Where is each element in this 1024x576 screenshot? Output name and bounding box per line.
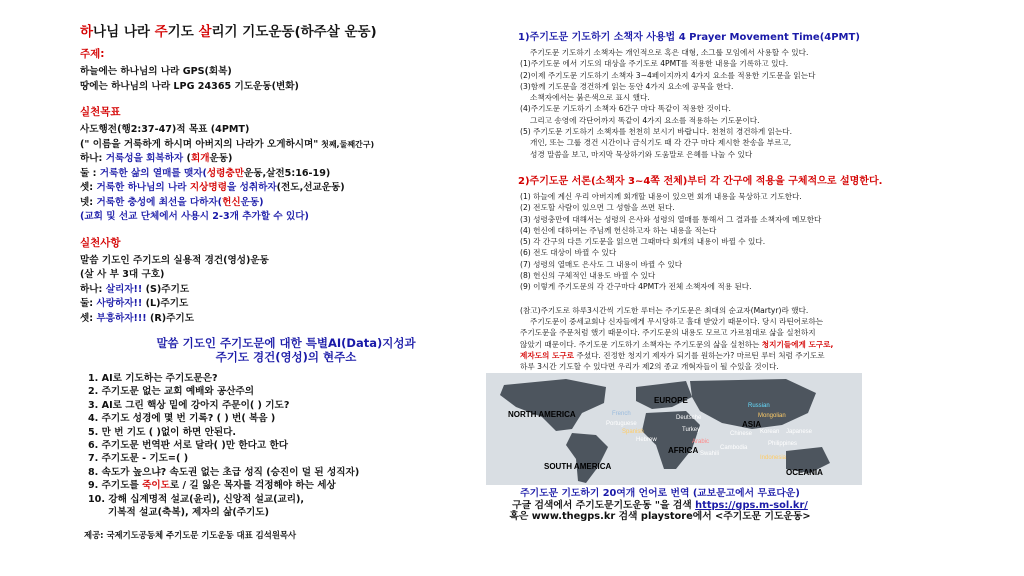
question-text: 죽이도 (142, 480, 170, 492)
usage-item: (4)주기도문 기도하기 소책자 6간구 마다 똑같이 적용한 것이다. (520, 104, 731, 114)
language-label: Chinese (730, 431, 753, 437)
question-item: 8. 속도가 높으냐? 속도권 없는 초급 성직 (승진이 덜 된 성직자) (88, 466, 360, 478)
language-label: Korean (760, 429, 780, 435)
goal-text: 운동) (209, 153, 233, 164)
goal-text: 성령충만 (206, 167, 244, 179)
practice-line (80, 283, 498, 298)
question-text: 로 / 길 잃은 목자를 걱정해야 하는 세상 (169, 480, 336, 492)
title-part: 기도 (167, 24, 199, 40)
bottom-info (440, 488, 880, 523)
note-line: 주기도문을 주문처럼 했기 때문이다. 주기도문의 내용도 모르고 가르침대로 삶을 실천하지 (520, 328, 816, 338)
language-label: Indonesia (760, 455, 787, 461)
goal-text: 거룩성을 회복하자 (105, 153, 184, 164)
practice-line (80, 297, 498, 312)
language-label: Russian (748, 403, 770, 409)
goal-line (80, 152, 498, 167)
usage-heading: 1)주기도문 기도하기 소책자 사용법 4 Prayer Movement Time(4PMT) (518, 32, 860, 43)
question-item: 10. 강해 십계명적 설교(윤리), 신앙적 설교(교리), (88, 493, 305, 505)
practice-text: 둘: (80, 298, 97, 309)
goal-line: (교회 및 선교 단체에서 사용시 2-3개 추가할 수 있다) (80, 211, 309, 222)
question-item: 2. 주기도문 없는 교회 예배와 공산주의 (88, 386, 255, 398)
question-text: 9. 주기도를 (88, 480, 143, 492)
language-label: Swahili (700, 451, 720, 457)
intro-item: (9) 이렇게 주기도문의 각 간구마다 4PMT가 전체 소책자에 적용 된다. (520, 282, 752, 292)
map-label: OCEANIA (786, 468, 823, 477)
goal-line (80, 138, 498, 153)
question-item: 5. 만 번 기도 ( )없이 하면 안된다. (88, 426, 237, 438)
title-part: 나님 나라 (93, 24, 155, 40)
theme-line: 땅에는 하나님의 나라 LPG 24365 기도운동(변화) (80, 80, 299, 92)
goal-text: 셋: (80, 182, 97, 193)
theme-heading: 주제: (80, 48, 105, 60)
language-label: Cambodia (720, 445, 748, 451)
map-label: EUROPE (654, 396, 688, 405)
intro-item: (2) 전도할 사람이 있으면 그 성함을 쓰면 된다. (520, 203, 675, 213)
question-item: 1. AI로 기도하는 주기도문은? (88, 373, 218, 384)
goal-text: 하나: (80, 153, 106, 164)
usage-item: (2)이제 주기도문 기도하기 소책자 3~4페이지까지 4가지 요소를 적용한 기도문을 읽는다 (520, 70, 816, 80)
usage-item: 그리고 송영에 각단어까지 똑같이 4가지 요소를 적용하는 기도문이다. (530, 115, 760, 125)
intro-list (514, 191, 954, 293)
search-line (440, 500, 880, 512)
translation-note: 주기도문 기도하기 20여개 언어로 번역 (교보문고에서 무료다운) (520, 488, 800, 499)
store-line: 혹은 www.thegps.kr 검색 playstore에서 <주기도문 기도운동> (509, 511, 811, 522)
practice-text: 살리자!! (105, 283, 143, 295)
goal-line (80, 196, 498, 211)
intro-item: (7) 성령의 열매도 은사도 그 내용이 바뀔 수 있다 (520, 259, 683, 269)
note-line (520, 339, 954, 350)
title-part: 주 (154, 24, 168, 40)
practice-text: (S)주기도 (142, 283, 190, 295)
intro-item: (5) 각 간구의 다른 기도문을 읽으면 그때마다 회개의 내용이 바뀔 수 있다. (520, 237, 766, 247)
usage-item: 성경 말씀을 보고, 마지막 묵상하기와 도움말로 은혜를 나눌 수 있다 (530, 149, 753, 159)
question-item: 3. AI로 그린 핵상 밑에 강아지 주문이( ) 기도? (88, 399, 290, 411)
ai-heading-line: 주기도 경건(영성)의 현주소 (215, 350, 357, 364)
map-label: NORTH AMERICA (508, 410, 576, 419)
goal-text: (전도,선교운동) (276, 182, 345, 193)
language-label: Arabic (692, 439, 710, 445)
question-item: 6. 주기도문 번역판 서로 달라( )만 한다고 한다 (88, 440, 289, 452)
practice-text: 셋: (80, 312, 97, 324)
map-label: SOUTH AMERICA (544, 462, 612, 471)
question-item: 기복적 설교(축복), 제자의 삶(주기도) (108, 507, 269, 519)
practice-text: 하나: (80, 283, 106, 295)
language-label: Philippines (768, 441, 798, 447)
goal-line: 사도행전(행2:37-47)적 목표 (4PMT) (80, 124, 250, 135)
ai-heading-line: 말씀 기도인 주기도문에 대한 특별AI(Data)지성과 (156, 336, 416, 350)
title-part: 살 (198, 24, 212, 40)
usage-item: (5) 주기도문 기도하기 소책자를 천천히 보시기 바랍니다. 천천히 경건하게 읽는다. (520, 127, 793, 137)
goal-text: 헌신 (222, 196, 241, 208)
goals-heading: 실천목표 (80, 106, 121, 118)
language-label: Portuguese (606, 421, 637, 427)
question-list (74, 372, 498, 519)
language-label: Turkey (682, 427, 701, 433)
practice-heading: 실천사항 (80, 236, 121, 249)
language-label: Deutsche (676, 415, 702, 421)
goal-text: 을 성취하자 (226, 182, 277, 193)
goal-text: 거룩한 삶의 열매를 맺자( (99, 167, 207, 179)
goal-text: 운동,살전5:16-19) (243, 167, 331, 179)
note-line: 주기도문이 중세교회나 신자들에게 무시당하고 홀대 받았기 때문이다. 당시 라틴어로하는 (530, 316, 824, 326)
goal-text: 넷: (80, 196, 97, 208)
practice-text: 부흥하자!!! (96, 312, 147, 324)
usage-item: 개인, 또는 그룹 경건 시간이나 금식기도 때 각 간구 마다 제시한 찬송을 부르고, (530, 138, 792, 148)
usage-item: (1)주기도문 에서 기도의 대상을 주기도로 4PMT를 적용한 내용을 기록하고 있다. (520, 59, 789, 69)
intro-item: (1) 하늘에 계신 우리 아버지께 회개할 내용이 있으면 회개 내용을 묵상하고 기도한다. (520, 191, 802, 201)
goal-text: 회개 (190, 153, 210, 164)
note-line: (참고)주기도로 하루3시간씩 기도한 루터는 주기도문은 최대의 순교자(Martyr)라 했다. (520, 305, 809, 315)
note-line: 하루 3시간 기도할 수 있다면 우리가 제2의 종교 개혁자들이 될 수있을 것이다. (520, 362, 779, 372)
language-label: Japanese (786, 429, 813, 435)
practice-line (80, 312, 498, 327)
question-item (88, 479, 498, 492)
title-part: 하 (80, 24, 94, 40)
goal-text: 거룩한 하나님의 나라 (96, 182, 190, 193)
right-column (514, 18, 954, 395)
goal-text: 둘 : (80, 167, 100, 179)
note-text: 제자도의 도구로 (520, 350, 574, 360)
goal-text: 지상명령 (189, 182, 227, 193)
usage-list (514, 47, 954, 160)
intro-item: (6) 전도 대상이 바뀔 수 있다 (520, 248, 617, 258)
practice-line: (살 사 부 3대 구호) (80, 269, 165, 280)
note-text: 청지기들에게 도구로, (761, 339, 834, 349)
intro-item: (4) 헌신에 대하여는 주님께 헌신하고자 하는 내용을 적는다 (520, 225, 717, 235)
intro-heading: 2)주기도문 서론(소책자 3~4쪽 전체)부터 각 간구에 적용을 구체적으로 설명한다. (518, 175, 883, 187)
theme-line: 하늘에는 하나님의 나라 GPS(회복) (80, 66, 232, 77)
note-line (520, 350, 954, 361)
goal-text: (" 이름을 거룩하게 하시며 아버지의 나라가 오게하시며" (80, 138, 319, 150)
practice-text: (L)주기도 (142, 298, 189, 309)
goal-line (80, 181, 498, 196)
goal-text: 거룩한 충성에 최선을 다하자( (96, 196, 223, 208)
practice-text: 사랑하자!! (96, 298, 143, 309)
map-label: ASIA (742, 420, 762, 429)
language-label: French (612, 411, 631, 417)
world-map (486, 373, 862, 485)
language-label: Mongolian (758, 413, 786, 419)
search-text: 구글 검색에서 주기도문기도운동 "을 검색 (512, 499, 696, 511)
footer-credit: 제공: 국제기도공동체 주기도문 기도운동 대표 김석원목사 (84, 530, 297, 541)
page-title (80, 20, 498, 40)
website-link[interactable]: https://gps.m-sol.kr/ (695, 499, 808, 511)
note-text: 주셨다. 진정한 청지기 제자가 되기를 원하는가? 마르틴 루터 처럼 주기도로 (574, 350, 825, 360)
intro-item: (3) 성령충만에 대해서는 성령의 은사와 성령의 열매를 통해서 그 결과를 소책자에 메모한다 (520, 214, 822, 224)
left-column (74, 18, 498, 541)
goal-text: ( (183, 153, 191, 164)
practice-line: 말씀 기도인 주기도의 실용적 경건(영성)운동 (80, 254, 269, 266)
goal-text: 운동) (240, 196, 264, 208)
language-label: Hebrew (636, 437, 657, 443)
map-label: AFRICA (668, 446, 699, 455)
usage-item: (3)함께 기도문을 경건하게 읽는 동안 4가지 요소에 공묵을 한다. (520, 81, 734, 91)
title-part: 리기 기도운동(하주살 운동) (211, 24, 377, 40)
practice-text: (R)주기도 (146, 312, 194, 324)
question-item: 4. 주기도 성경에 몇 번 기록? ( ) 번( 복음 ) (88, 413, 276, 425)
question-item: 7. 주기도문 - 기도=( ) (88, 453, 189, 465)
language-label: Spanish (622, 429, 644, 435)
goal-line (80, 167, 498, 182)
usage-item: 주기도문 기도하기 소책자는 개인적으로 혹은 대형, 소그룹 모임에서 사용할 수 있다. (530, 48, 809, 57)
usage-item: 소책자에서는 붉은색으로 표시 했다. (530, 93, 650, 103)
ai-heading (74, 336, 498, 364)
intro-item: (8) 헌신의 구체적인 내용도 바뀔 수 있다 (520, 271, 656, 281)
goal-note: 첫째,둘째간구) (318, 139, 375, 149)
note-text: 않았기 때문이다. 주기도문 기도하기 소책자는 주기도문의 삶을 실천하는 (520, 339, 762, 349)
